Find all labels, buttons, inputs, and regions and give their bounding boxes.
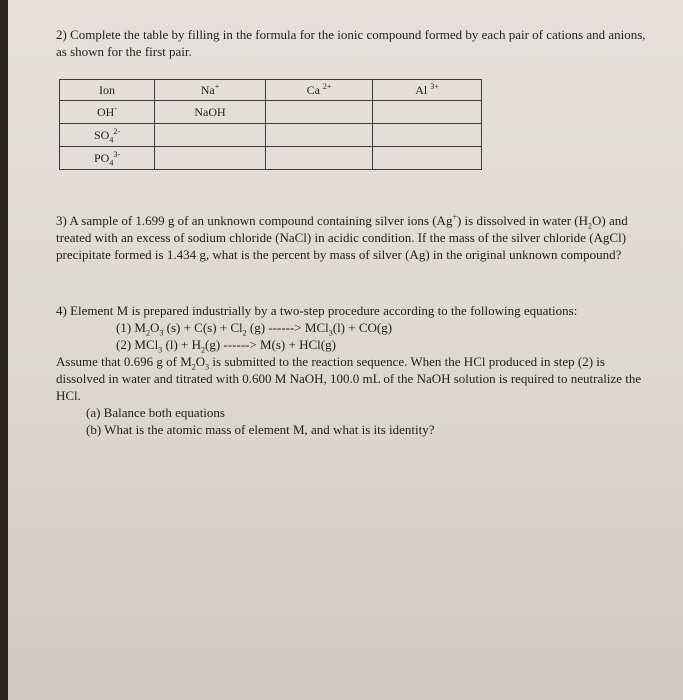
anion-label: OH- — [60, 101, 155, 124]
table-row — [60, 101, 482, 124]
worksheet-page — [8, 0, 683, 700]
compound-cell[interactable]: NaOH — [155, 101, 266, 124]
question-3: 3) A sample of 1.699 g of an unknown compound containing silver ions (Ag+) is dissolved in water $(H_2O)$ and treated with an excess of sodium chloride (NaCl) in acidic condition. If the mass of the silver chloride (AgCl) precipitate formed is 1.434 g, what is the percent by mass of silver (Ag) in the original unknown compound? — [56, 212, 628, 262]
cation-header: Al $^{3+}$ — [373, 80, 482, 101]
compound-cell[interactable] — [266, 147, 373, 170]
equation-1: (1) $M_2O_3$ $(s) + C(s) + Cl_2$ (g) ------> MCl$_3$(l) + CO(g) — [116, 320, 393, 338]
compound-cell[interactable] — [155, 147, 266, 170]
cation-header: Ca $^{2+}$ — [266, 80, 373, 101]
compound-cell[interactable] — [373, 124, 482, 147]
question-2-text: 2) Complete the table by filling in the formula for the ionic compound formed by each pair of cations and anions, as shown for the first pair. — [56, 27, 646, 59]
table-row — [60, 124, 482, 147]
question-4-part-b: (b) What is the atomic mass of element M, and what is its identity? — [86, 422, 435, 437]
table-header-row — [60, 80, 482, 101]
compound-cell[interactable] — [373, 147, 482, 170]
compound-cell[interactable] — [155, 124, 266, 147]
anion-label: $PO_4^{3-}$ — [60, 147, 155, 170]
anion-label: $SO_4^{2-}$ — [60, 124, 155, 147]
question-4-part-a: (a) Balance both equations — [86, 405, 225, 420]
compound-cell[interactable] — [266, 124, 373, 147]
equation-2: (2) MCl$_3$ $(l) + H_2(g)$ ------> M(s) + HCl(g) — [116, 337, 336, 355]
table-row — [60, 147, 482, 170]
compound-cell[interactable] — [373, 101, 482, 124]
table-corner-cell: Ion — [60, 80, 155, 101]
compound-cell[interactable] — [266, 101, 373, 124]
question-4-assumption: Assume that 0.696 g of $M_2O_3$ is submitted to the reaction sequence. When the HCl produced in step (2) is dissolved in water and titrated with 0.600 M NaOH, 100.0 mL of the NaOH solution is required to neutralize the HCl. — [56, 354, 642, 403]
cation-header: Na+ — [155, 80, 266, 101]
ionic-compound-table — [59, 79, 482, 170]
question-4 — [56, 302, 656, 438]
question-4-intro: 4) Element M is prepared industrially by a two-step procedure according to the following equations: — [56, 303, 578, 318]
question-2 — [56, 26, 646, 60]
